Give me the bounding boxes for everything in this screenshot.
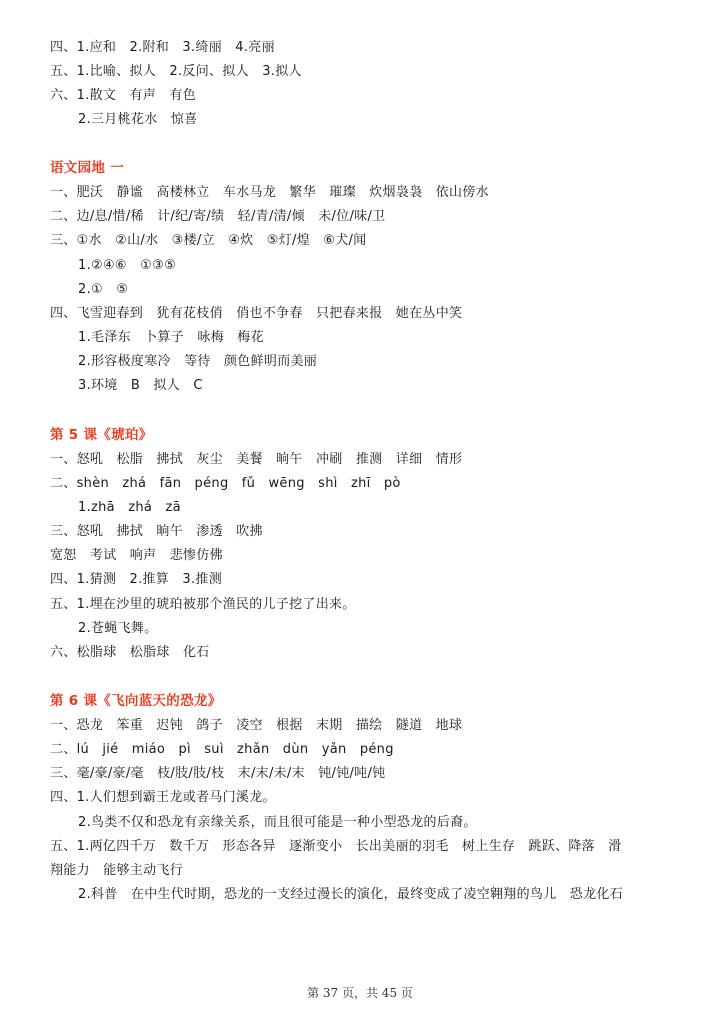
- text-line: 翔能力 能够主动飞行: [50, 863, 183, 878]
- text-line: 六、松脂球 松脂球 化石: [50, 645, 210, 660]
- text-line: 一、怒吼 松脂 拂拭 灰尘 美餐 晌午 冲刷 推测 详细 情形: [50, 452, 463, 467]
- text-line: 五、1.比喻、拟人 2.反问、拟人 3.拟人: [50, 64, 302, 79]
- text-line: 2.鸟类不仅和恐龙有亲缘关系，而且很可能是一种小型恐龙的后裔。: [78, 815, 477, 830]
- text-line: 2.科普 在中生代时期，恐龙的一支经过漫长的演化，最终变成了凌空翱翔的鸟儿 恐龙化石: [78, 887, 623, 902]
- text-line: 四、飞雪迎春到 犹有花枝俏 俏也不争春 只把春来报 她在丛中笑: [50, 306, 463, 321]
- text-line: 六、1.散文 有声 有色: [50, 88, 196, 103]
- text-line: 1.zhā zhá zā: [78, 500, 181, 515]
- text-line: 三、①水 ②山/水 ③楼/立 ④炊 ⑤灯/煌 ⑥犬/闻: [50, 233, 367, 248]
- text-line: 四、1.猜测 2.推算 3.推测: [50, 572, 223, 587]
- section-heading: 第 5 课《琥珀》: [50, 427, 153, 443]
- text-line: 1.②④⑥ ①③⑤: [78, 258, 177, 273]
- text-line: 四、1.应和 2.附和 3.绮丽 4.亮丽: [50, 40, 275, 55]
- text-line: 二、shèn zhá fān péng fǔ wēng shì zhī pò: [50, 476, 401, 491]
- text-line: 二、lú jié miáo pì suì zhǎn dùn yǎn péng: [50, 742, 394, 757]
- text-line: 一、恐龙 笨重 迟钝 鸽子 凌空 根据 末期 描绘 隧道 地球: [50, 718, 463, 733]
- text-line: 宽恕 考试 响声 悲惨仿佛: [50, 548, 223, 563]
- text-line: 三、怒吼 拂拭 晌午 渗透 吹拂: [50, 524, 263, 539]
- text-line: 五、1.两亿四千万 数千万 形态各异 逐渐变小 长出美丽的羽毛 树上生存 跳跃、降落 滑: [50, 839, 622, 854]
- text-line: 2.苍蝇飞舞。: [78, 621, 158, 636]
- text-line: 三、毫/豪/豪/毫 枝/肢/肢/枝 末/末/未/末 钝/钝/吨/钝: [50, 766, 386, 781]
- section-heading: 语文园地 一: [50, 160, 124, 176]
- text-line: 2.三月桃花水 惊喜: [78, 112, 198, 127]
- text-line: 四、1.人们想到霸王龙或者马门溪龙。: [50, 790, 276, 805]
- text-line: 五、1.埋在沙里的琥珀被那个渔民的儿子挖了出来。: [50, 597, 356, 612]
- text-line: 二、边/息/惜/稀 计/纪/寄/绩 轻/青/清/倾 未/位/味/卫: [50, 209, 386, 224]
- text-line: 2.① ⑤: [78, 282, 129, 297]
- section-heading: 第 6 课《飞向蓝天的恐龙》: [50, 693, 222, 709]
- text-line: 3.环境 B 拟人 C: [78, 378, 203, 393]
- text-line: 2.形容极度寒冷 等待 颜色鲜明而美丽: [78, 354, 318, 369]
- text-line: 1.毛泽东 卜算子 咏梅 梅花: [78, 330, 264, 345]
- text-line: 一、肥沃 静谧 高楼林立 车水马龙 繁华 璀璨 炊烟袅袅 依山傍水: [50, 185, 489, 200]
- page-number-footer: 第 37 页，共 45 页: [307, 986, 413, 1000]
